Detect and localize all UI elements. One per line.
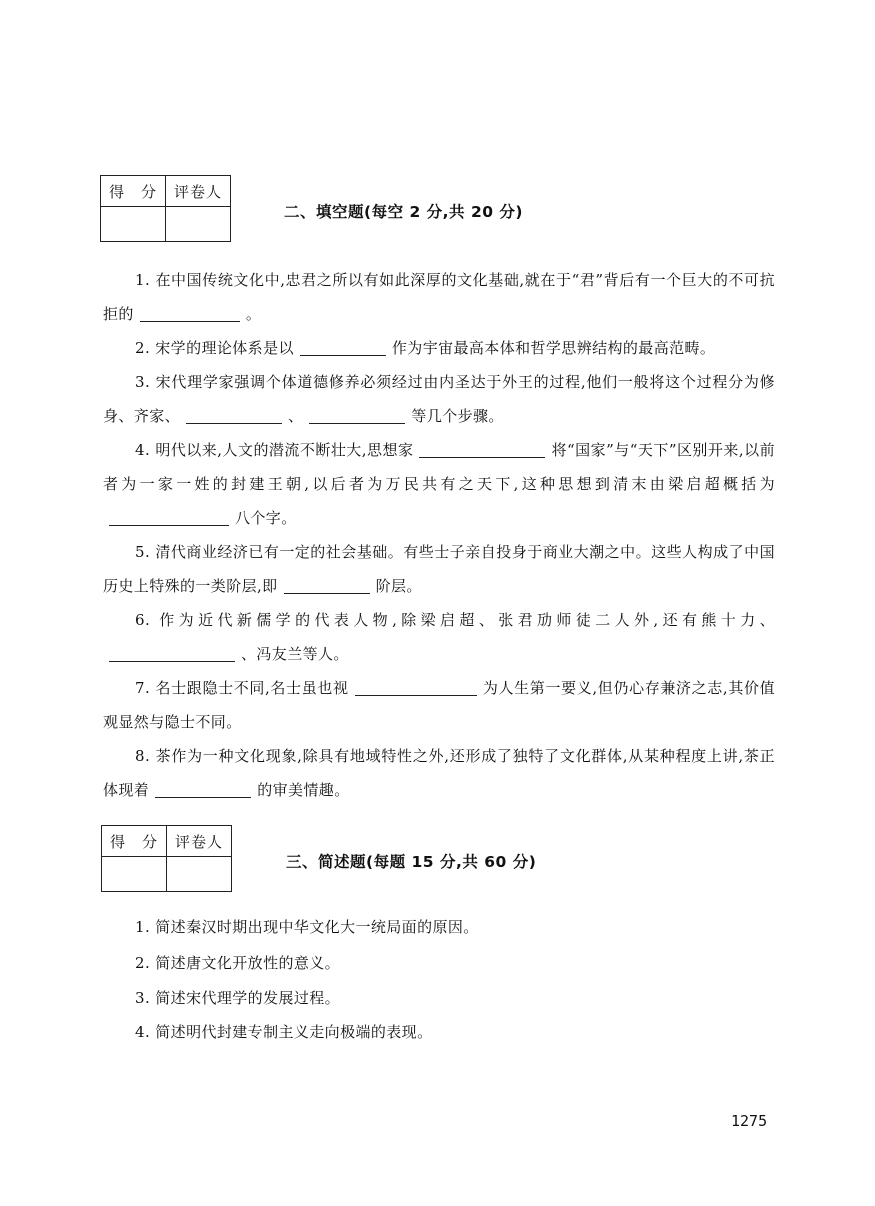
short-question-4: 4. 简述明代封建专制主义走向极端的表现。 [135,1023,433,1041]
grader-cell [166,207,231,242]
q3-text-a: 3. 宋代理学家强调个体道德修养必须经过由内圣达于外王的过程,他们一般将这个过程分为修身、齐家、 [103,373,775,425]
score-cell [102,857,167,892]
q4-text-c: 八个字。 [235,509,297,527]
fill-question-6 [103,603,775,671]
q2-answer-blank[interactable] [300,339,386,356]
page-number: 1275 [731,1112,768,1130]
q3-text-b: 、 [288,407,304,425]
q8-text-a: 8. 茶作为一种文化现象,除具有地域特性之外,还形成了独特了文化群体,从某种程度上讲,茶正体现着 [103,747,775,799]
fill-question-1 [103,263,775,331]
q3-answer-blank-2[interactable] [309,407,405,424]
short-question-3: 3. 简述宋代理学的发展过程。 [135,989,341,1007]
q5-text-b: 阶层。 [375,577,422,595]
score-label: 得 分 [102,826,167,857]
q2-text-b: 作为宇宙最高本体和哲学思辨结构的最高范畴。 [391,339,716,357]
score-label: 得 分 [101,176,166,207]
fill-question-4 [103,433,775,535]
short-question-1: 1. 简述秦汉时期出现中华文化大一统局面的原因。 [135,918,479,936]
q8-text-b: 的审美情趣。 [257,781,350,799]
score-cell [101,207,166,242]
q4-text-a: 4. 明代以来,人文的潜流不断壮大,思想家 [135,441,414,459]
q5-text-a: 5. 清代商业经济已有一定的社会基础。有些士子亲自投身于商业大潮之中。这些人构成了中国历史上特殊的一类阶层,即 [103,543,775,595]
fill-question-7 [103,671,775,739]
q5-answer-blank[interactable] [284,577,370,594]
fill-question-2 [103,331,775,365]
q1-answer-blank[interactable] [140,305,240,322]
q6-answer-blank[interactable] [109,645,235,662]
score-box-section3 [101,825,232,892]
grader-label: 评卷人 [166,176,231,207]
q3-answer-blank-1[interactable] [186,407,282,424]
q4-answer-blank-1[interactable] [419,441,545,458]
grader-cell [167,857,232,892]
section2-title: 二、填空题(每空 2 分,共 20 分) [284,203,523,221]
short-question-2: 2. 简述唐文化开放性的意义。 [135,954,341,972]
q7-text-b: 为人生第一要义,但仍心存兼济之志,其价值观显然与隐士不同。 [103,679,776,731]
q7-answer-blank[interactable] [355,679,477,696]
q7-text-a: 7. 名士跟隐士不同,名士虽也视 [135,679,349,697]
fill-question-8 [103,739,775,807]
q8-answer-blank[interactable] [155,781,251,798]
fill-question-5 [103,535,775,603]
q2-text-a: 2. 宋学的理论体系是以 [135,339,294,357]
q1-text-a: 1. 在中国传统文化中,忠君之所以有如此深厚的文化基础,就在于“君”背后有一个巨大的不可抗拒的 [103,271,775,323]
q6-text-a: 6. 作为近代新儒学的代表人物,除梁启超、张君劢师徒二人外,还有熊十力、 [135,611,775,629]
q3-text-c: 等几个步骤。 [411,407,504,425]
q6-text-b: 、冯友兰等人。 [241,645,349,663]
score-box-section2 [100,175,231,242]
section3-title: 三、简述题(每题 15 分,共 60 分) [286,853,537,871]
grader-label: 评卷人 [167,826,232,857]
fill-question-3 [103,365,775,433]
q4-text-b: 将“国家”与“天下”区别开来,以前者为一家一姓的封建王朝,以后者为万民共有之天下,这种思想到清末由梁启超概括为 [103,441,775,493]
q1-text-b: 。 [245,305,262,323]
q4-answer-blank-2[interactable] [109,509,229,526]
